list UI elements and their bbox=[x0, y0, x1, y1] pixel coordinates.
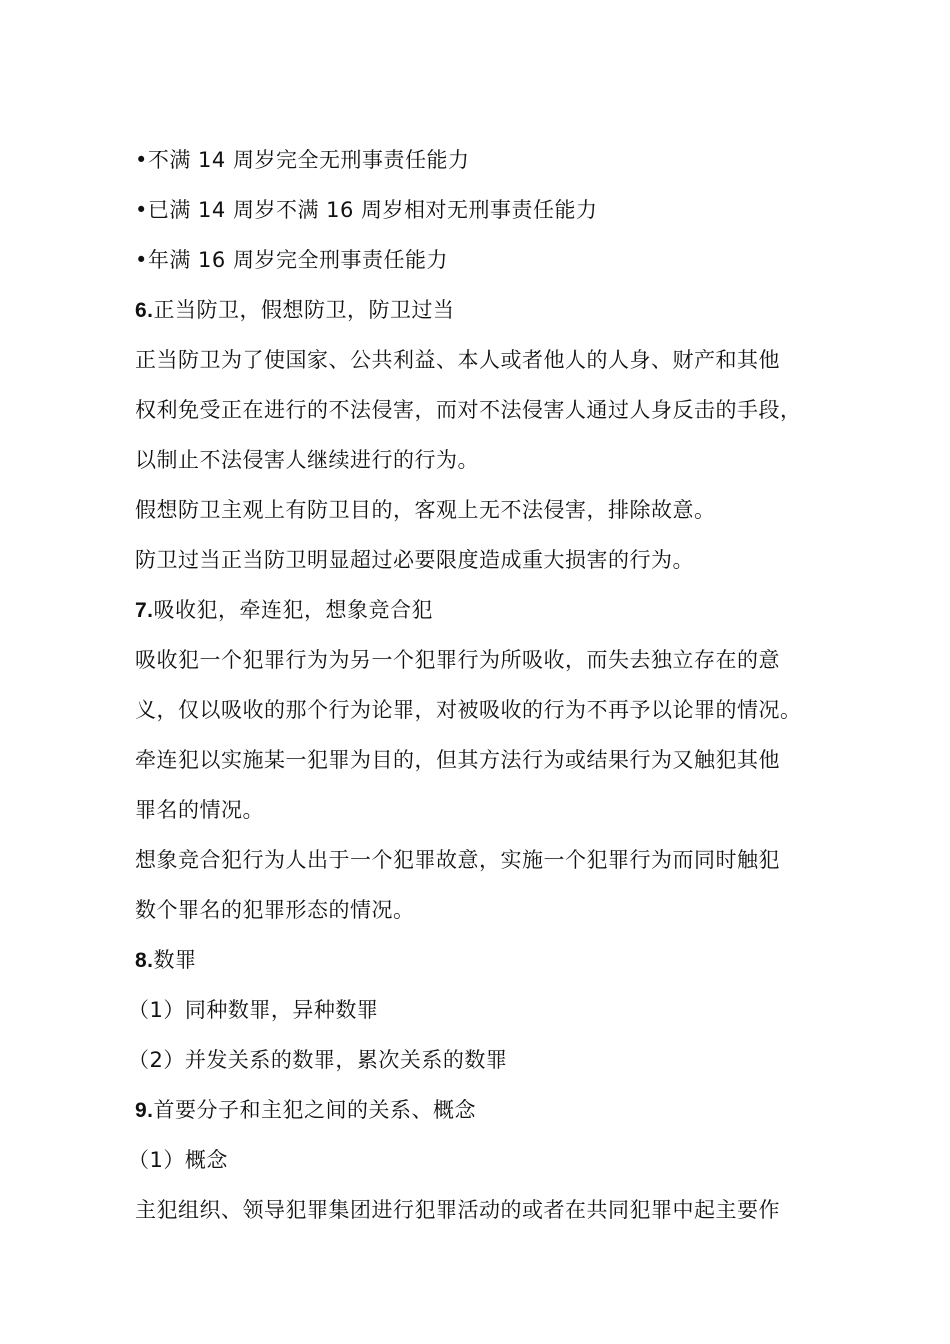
section-heading: 6.正当防卫，假想防卫，防卫过当 bbox=[135, 298, 455, 322]
text-line: 想象竞合犯行为人出于一个犯罪故意，实施一个犯罪行为而同时触犯 bbox=[135, 848, 780, 872]
text-line: 假想防卫主观上有防卫目的，客观上无不法侵害，排除故意。 bbox=[135, 498, 716, 522]
section-heading: 7.吸收犯，牵连犯，想象竞合犯 bbox=[135, 598, 434, 622]
text-line: 权利免受正在进行的不法侵害，而对不法侵害人通过人身反击的手段， bbox=[135, 398, 802, 422]
list-item: （1）概念 bbox=[128, 1148, 228, 1172]
text-line: •不满 14 周岁完全无刑事责任能力 bbox=[135, 148, 470, 172]
section-heading: 9.首要分子和主犯之间的关系、概念 bbox=[135, 1098, 477, 1122]
text-line: 吸收犯一个犯罪行为为另一个犯罪行为所吸收，而失去独立存在的意 bbox=[135, 648, 780, 672]
text-line: 罪名的情况。 bbox=[135, 798, 264, 822]
section-heading: 8.数罪 bbox=[135, 948, 197, 972]
text-line: 正当防卫为了使国家、公共利益、本人或者他人的人身、财产和其他 bbox=[135, 348, 780, 372]
text-line: 义，仅以吸收的那个行为论罪，对被吸收的行为不再予以论罪的情况。 bbox=[135, 698, 802, 722]
text-line: •年满 16 周岁完全刑事责任能力 bbox=[135, 248, 448, 272]
text-line: 牵连犯以实施某一犯罪为目的，但其方法行为或结果行为又触犯其他 bbox=[135, 748, 780, 772]
text-line: •已满 14 周岁不满 16 周岁相对无刑事责任能力 bbox=[135, 198, 598, 222]
text-line: 数个罪名的犯罪形态的情况。 bbox=[135, 898, 415, 922]
text-line: 以制止不法侵害人继续进行的行为。 bbox=[135, 448, 479, 472]
text-line: 主犯组织、领导犯罪集团进行犯罪活动的或者在共同犯罪中起主要作 bbox=[135, 1198, 780, 1222]
text-line: 防卫过当正当防卫明显超过必要限度造成重大损害的行为。 bbox=[135, 548, 694, 572]
list-item: （2）并发关系的数罪，累次关系的数罪 bbox=[128, 1048, 508, 1072]
list-item: （1）同种数罪，异种数罪 bbox=[128, 998, 379, 1022]
